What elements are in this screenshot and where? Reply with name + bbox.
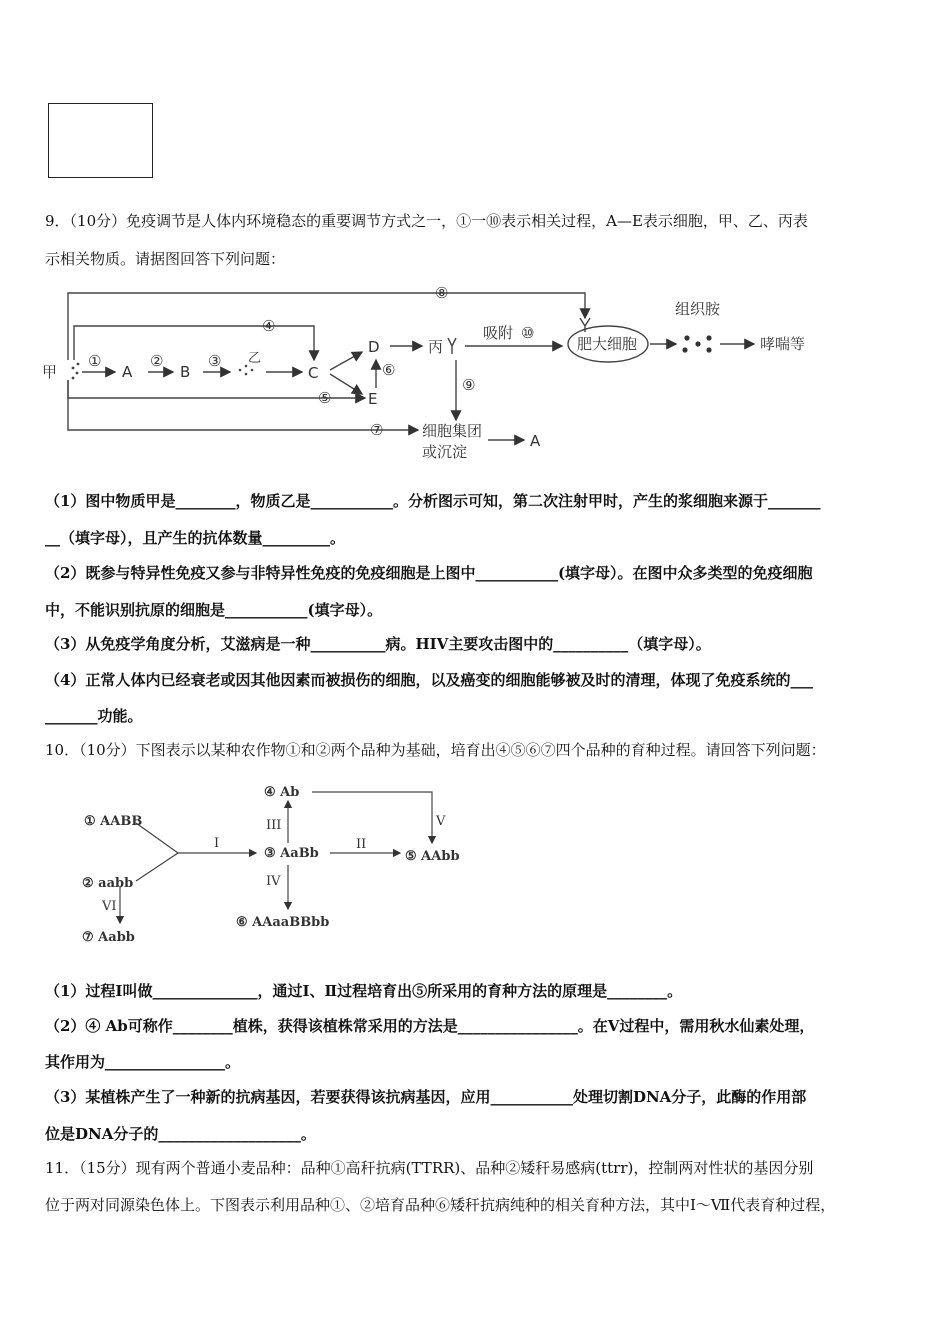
label-cluster-line1: 细胞集团	[422, 422, 483, 440]
label-d: D	[368, 338, 380, 356]
label-3: ③	[208, 352, 222, 370]
branch-2	[136, 853, 178, 881]
breeding-diagram-q10	[70, 775, 490, 955]
label-c: C	[308, 364, 319, 382]
arrow-7	[68, 380, 418, 430]
histamine-dots-icon	[682, 335, 711, 352]
strain-6: ⑥ AAaaBBbb	[236, 915, 330, 930]
label-6: ⑥	[382, 361, 396, 379]
label-bing: 丙	[428, 338, 444, 356]
strain-2: ② aabb	[82, 876, 134, 891]
label-7: ⑦	[370, 421, 384, 439]
q10-part1: （1）过程I叫做______________，通过I、Ⅱ过程培育出⑤所采用的育种方法的原理是________。	[45, 982, 683, 1000]
label-histamine: 组织胺	[675, 300, 721, 318]
q9-part1-line1: （1）图中物质甲是________，物质乙是___________。分析图示可知，第二次注射甲时，产生的浆细胞来源于_______	[45, 492, 821, 510]
q10-part3-line1: （3）某植株产生了一种新的抗病基因，若要获得该抗病基因，应用___________处理切割DNA分子，此酶的作用部	[45, 1088, 807, 1106]
q9-part2-line1: （2）既参与特异性免疫又参与非特异性免疫的免疫细胞是上图中___________(填字母）。在图中众多类型的免疫细胞	[45, 564, 813, 582]
arrow-V	[312, 792, 432, 843]
q9-intro-line2: 示相关物质。请据图回答下列问题：	[45, 250, 286, 268]
q9-part4-line1: （4）正常人体内已经衰老或因其他因素而被损伤的细胞，以及癌变的细胞能够被及时的清理，体现了免疫系统的___	[45, 671, 813, 689]
step-VI: VI	[102, 899, 117, 914]
q11-intro-line1: 11．（15分）现有两个普通小麦品种：品种①高秆抗病(TTRR)、品种②矮秆易感病(ttrr)，控制两对性状的基因分别	[45, 1159, 814, 1177]
step-II: II	[356, 837, 367, 852]
q9-part2-line2: 中，不能识别抗原的细胞是___________(填字母）。	[45, 601, 383, 619]
label-yi: 乙	[248, 351, 262, 366]
label-8: ⑧	[435, 284, 449, 302]
strain-7: ⑦ Aabb	[82, 930, 135, 945]
step-III: III	[266, 818, 282, 833]
arrow-c-d	[330, 352, 362, 370]
label-9: ⑨	[462, 376, 476, 394]
q11-intro-line2: 位于两对同源染色体上。下图表示利用品种①、②培育品种⑥矮秆抗病纯种的相关育种方法，其中Ⅰ～Ⅶ代表育种过程，	[45, 1196, 836, 1214]
q10-part3-line2: 位是DNA分子的___________________。	[45, 1125, 316, 1143]
antibody-icon	[448, 338, 456, 354]
strain-5: ⑤ AAbb	[405, 849, 460, 864]
label-mast-cell: 肥大细胞	[577, 335, 638, 353]
label-cluster-line2: 或沉淀	[422, 443, 468, 461]
arrow-4	[74, 326, 314, 360]
label-a: A	[122, 363, 133, 381]
label-2: ②	[150, 352, 164, 370]
label-4: ④	[262, 317, 276, 335]
step-I: I	[214, 836, 220, 851]
q9-part1-line2: __（填字母），且产生的抗体数量_________。	[45, 529, 346, 547]
label-b: B	[180, 363, 191, 381]
arrow-c-e	[330, 374, 362, 394]
label-jia: 甲	[42, 363, 58, 381]
label-asthma: 哮喘等	[760, 335, 806, 353]
label-5: ⑤	[318, 389, 332, 407]
q10-part2-line1: （2）④ Ab可称作________植株，获得该植株常采用的方法是________________。在V过程中，需用秋水仙素处理，	[45, 1017, 815, 1035]
label-a2: A	[530, 432, 541, 450]
blank-answer-box	[48, 103, 153, 178]
q10-part2-line2: 其作用为________________。	[45, 1053, 241, 1071]
label-e: E	[368, 390, 378, 408]
strain-1: ① AABB	[84, 814, 143, 829]
q9-part4-line2: _______功能。	[45, 707, 143, 725]
label-adsorb: 吸附	[483, 324, 514, 342]
strain-3: ③ AaBb	[264, 846, 319, 861]
step-IV: IV	[266, 874, 281, 889]
q9-intro-line1: 9．（10分）免疫调节是人体内环境稳态的重要调节方式之一，①一⑩表示相关过程，A—E表示细胞，甲、乙、丙表	[45, 212, 808, 230]
strain-4: ④ Ab	[264, 785, 300, 800]
label-1: ①	[88, 352, 102, 370]
label-10: ⑩	[521, 324, 535, 342]
q9-part3: （3）从免疫学角度分析，艾滋病是一种__________病。HIV主要攻击图中的__________（填字母）。	[45, 635, 711, 653]
q10-intro: 10．（10分）下图表示以某种农作物①和②两个品种为基础，培育出④⑤⑥⑦四个品种的育种过程。请回答下列问题：	[45, 741, 826, 759]
immune-diagram	[40, 280, 840, 470]
step-V: V	[436, 814, 446, 829]
